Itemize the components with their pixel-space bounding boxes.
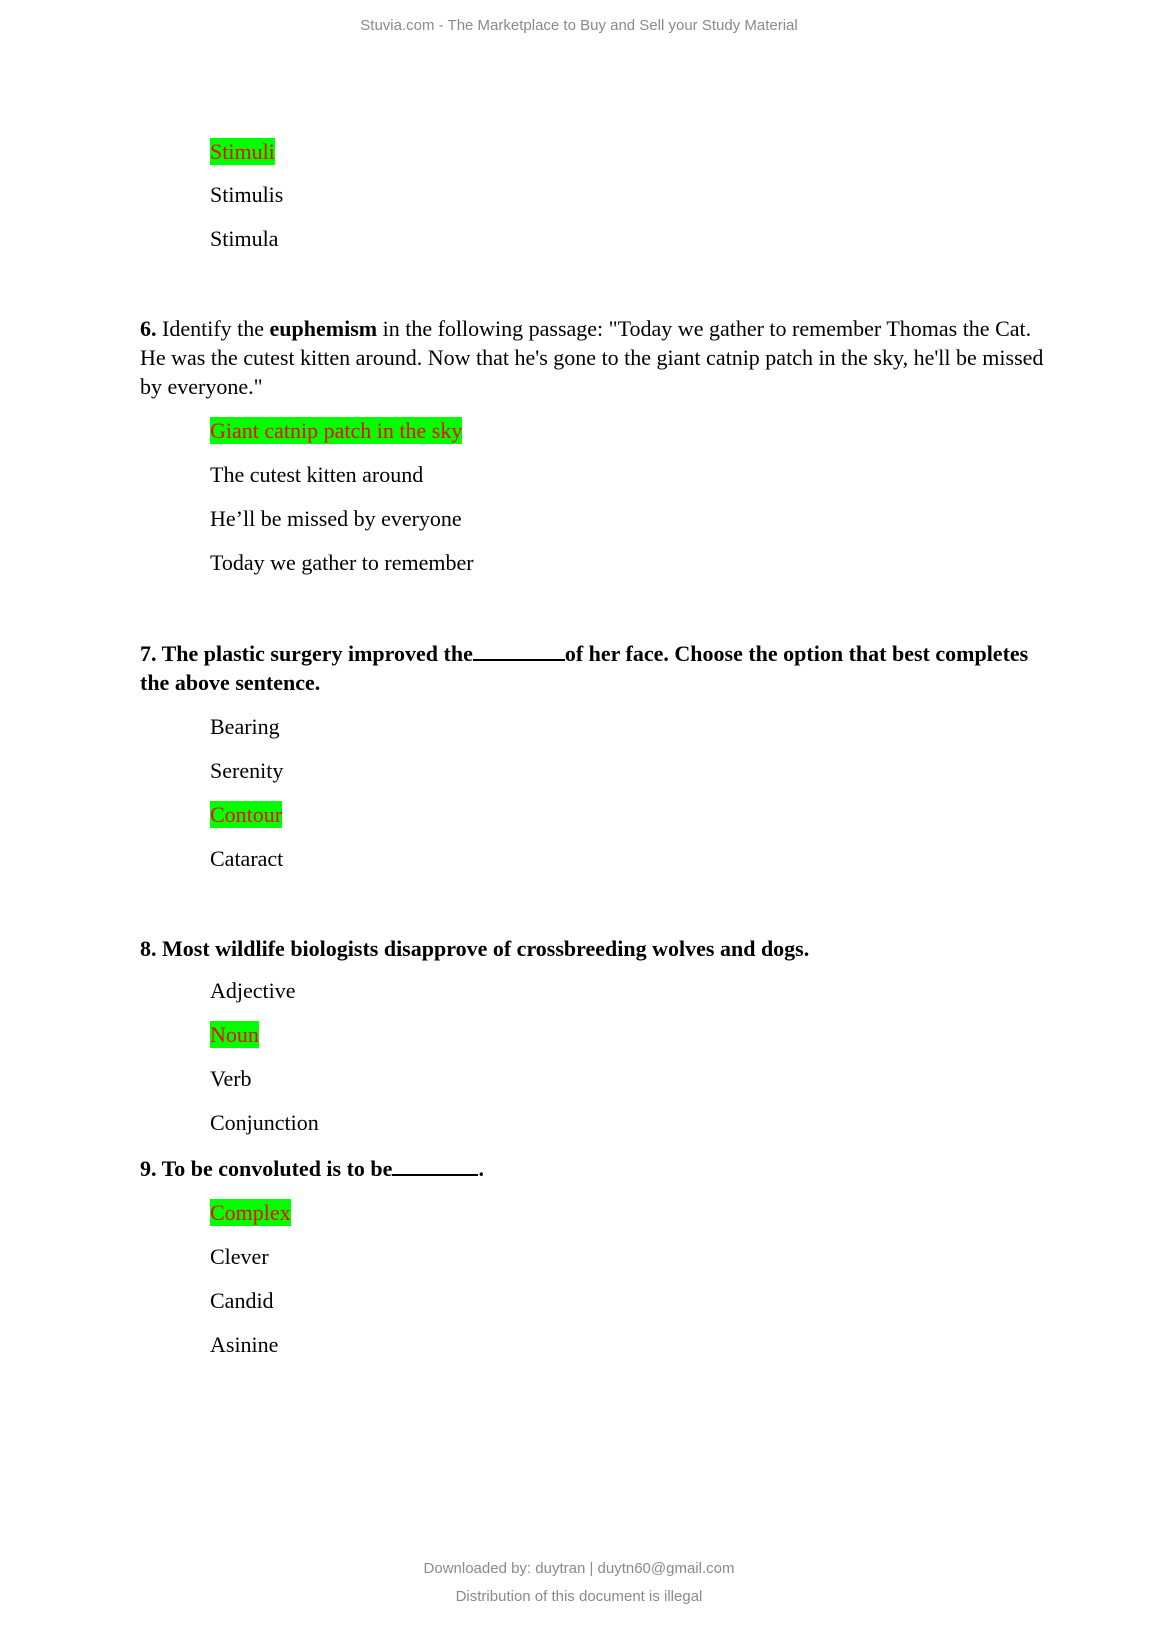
- q6-option: Today we gather to remember: [210, 550, 474, 575]
- question-text-part: 7. The plastic surgery improved the: [140, 641, 473, 666]
- q7-option-correct: Contour: [210, 802, 283, 827]
- question-text-part: Identify the: [156, 316, 270, 341]
- question-7-text: [140, 639, 1045, 697]
- question-8-text: 8. Most wildlife biologists disapprove of crossbreeding wolves and dogs.: [140, 936, 810, 961]
- q6-option: The cutest kitten around: [210, 462, 424, 487]
- q5-option: Stimulis: [210, 182, 284, 207]
- question-9-text: [140, 1154, 1045, 1183]
- question-text-part: 9. To be convoluted is to be: [140, 1156, 393, 1181]
- q6-option: He’ll be missed by everyone: [210, 506, 462, 531]
- q8-option: Conjunction: [210, 1110, 319, 1135]
- q8-option-correct: Noun: [210, 1022, 259, 1047]
- q5-option-correct: Stimuli: [210, 139, 275, 164]
- q6-option-correct: Giant catnip patch in the sky: [210, 418, 463, 443]
- question-number: 6.: [140, 316, 157, 341]
- q8-option: Adjective: [210, 978, 296, 1003]
- question-text-part: in the following passage: "Today we gather to remember Thomas the Cat. He was the cutest kitten around. Now that he's gone to the giant catnip patch in the sky, he'll be missed by everyone.": [140, 316, 1044, 399]
- q7-option: Serenity: [210, 758, 284, 783]
- q8-option: Verb: [210, 1066, 252, 1091]
- distribution-notice: Distribution of this document is illegal: [455, 1588, 703, 1605]
- q9-option: Candid: [210, 1288, 274, 1313]
- question-text-part: of her face. Choose the option that best completes the above sentence.: [140, 641, 1029, 695]
- q9-option-correct: Complex: [210, 1200, 291, 1225]
- q9-option: Asinine: [210, 1332, 279, 1357]
- q5-option: Stimula: [210, 226, 279, 251]
- question-text-part: .: [478, 1156, 484, 1181]
- q9-option: Clever: [210, 1244, 269, 1269]
- question-6-text: [140, 314, 1045, 401]
- fill-in-blank: [473, 641, 565, 661]
- q7-option: Bearing: [210, 714, 280, 739]
- download-watermark: Downloaded by: duytran | duytn60@gmail.com: [423, 1560, 735, 1577]
- q7-option: Cataract: [210, 846, 284, 871]
- euphemism-term: euphemism: [269, 316, 378, 341]
- fill-in-blank: [392, 1156, 478, 1176]
- stuvia-header: Stuvia.com - The Marketplace to Buy and Sell your Study Material: [360, 17, 798, 34]
